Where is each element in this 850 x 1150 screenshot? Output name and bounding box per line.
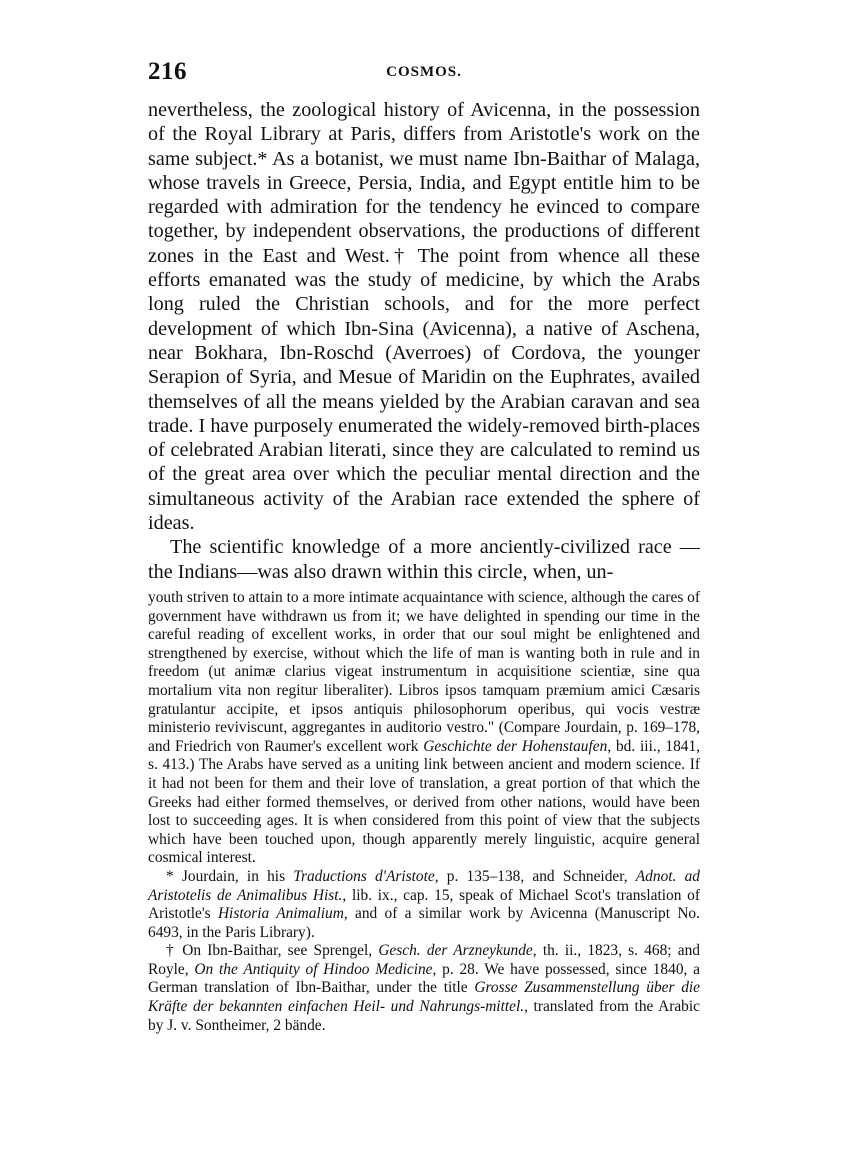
footnote-continuation (148, 589, 700, 868)
paragraph-text: The scientific knowledge of a more anciently-civilized race —the Indians—was also drawn within this circle, when, un- (148, 536, 700, 583)
book-title: Grosse Zusammenstellung über die Kräfte der bekannten einfachen Heil- und Nahrungs-mittel. (148, 979, 700, 1016)
book-title: Historia Animalium (217, 905, 344, 923)
footnotes (148, 589, 700, 1035)
running-title: COSMOS. (386, 64, 462, 80)
book-title: Gesch. der Arzneykunde (378, 942, 533, 960)
book-title: Geschichte der Hohenstaufen (423, 737, 608, 755)
footnote-text: , translated from the Arabic by J. v. Sontheimer, 2 bände. (148, 998, 700, 1034)
footnote-star (148, 868, 700, 942)
main-text (148, 98, 700, 584)
footnote-text: , p. 135–138, and Schneider, (434, 867, 636, 885)
footnote-text: , p. 28. We have possessed, since 1840, a German translation of Ibn-Baithar, under the title (148, 960, 700, 997)
footnote-text: , bd. iii., 1841, s. 413.) The Arabs have served as a uniting link between ancient and modern science. If it had not been for them and their love of translation, a great portion of that which the Greeks had either formed themselves, or derived from other nations, would have been lost to succeeding ages. It is when considered from this point of view that the subjects which have been touched upon, though apparently merely linguistic, acquire general cosmical interest. (148, 737, 701, 867)
book-title: Adnot. ad Aristotelis de Animalibus Hist. (148, 867, 700, 904)
footnote-text: , th. ii., 1823, s. 468; and Royle, (148, 942, 701, 978)
book-title: Traductions d'Aristote (293, 867, 435, 885)
footnote-text: , and of a similar work by Avicenna (Manuscript No. 6493, in the Paris Library). (148, 905, 700, 941)
footnote-dagger (148, 942, 700, 1035)
footnote-text: † On Ibn-Baithar, see Sprengel, (166, 942, 379, 960)
page-number: 216 (148, 58, 187, 85)
paragraph-text: nevertheless, the zoological history of Avicenna, in the possession of the Royal Library at Paris, differs from Aristotle's work on the same subject.* As a botanist, we must name Ibn-Baithar of Malaga, whose travels in Greece, Persia, India, and Egypt entitle him to be regarded with admiration for the tendency he evinced to compare together, by independent observations, the productions of different zones in the East and West.† The point from whence all these efforts emanated was the study of medicine, by which the Arabs long ruled the Christian schools, and for the more perfect development of which Ibn-Sina (Avicenna), a native of Aschena, near Bokhara, Ibn-Roschd (Averroes) of Cordova, the younger Serapion of Syria, and Mesue of Maridin on the Euphrates, availed themselves of all the means yielded by the Arabian caravan and sea trade. I have purposely enumerated the widely-removed birth-places of celebrated Arabian literati, since they are calculated to remind us of the great area over which the peculiar mental direction and the simultaneous activity of the Arabian race extended the sphere of ideas. (148, 99, 700, 535)
paragraph (148, 535, 700, 584)
footnote-text: , lib. ix., cap. 15, speak of Michael Scot's translation of Aristotle's (148, 886, 700, 923)
page-header (148, 58, 700, 88)
footnote-text: * Jourdain, in his (166, 867, 294, 885)
footnote-text: youth striven to attain to a more intimate acquaintance with science, although the cares of government have withdrawn us from it; we have delighted in spending our time in the careful reading of excellent works, in order that our soul might be enlightened and strengthened by exercise, without which the life of man is wanting both in rule and in freedom (ut animæ clarius vigeat instrumentum in acquisitione scientiæ, sine qua mortalium vita non regitur liberaliter). Libros ipsos tamquam præmium amici Cæsaris gratulantur accipite, et ipsos antiquis philosophorum operibus, qui vocis vestræ ministerio reviviscunt, aggregantes in auditorio vestro." (Compare Jourdain, p. 169–178, and Friedrich von Raumer's excellent work (148, 589, 700, 755)
book-title: On the Antiquity of Hindoo Medicine (194, 960, 433, 978)
paragraph (148, 98, 700, 535)
